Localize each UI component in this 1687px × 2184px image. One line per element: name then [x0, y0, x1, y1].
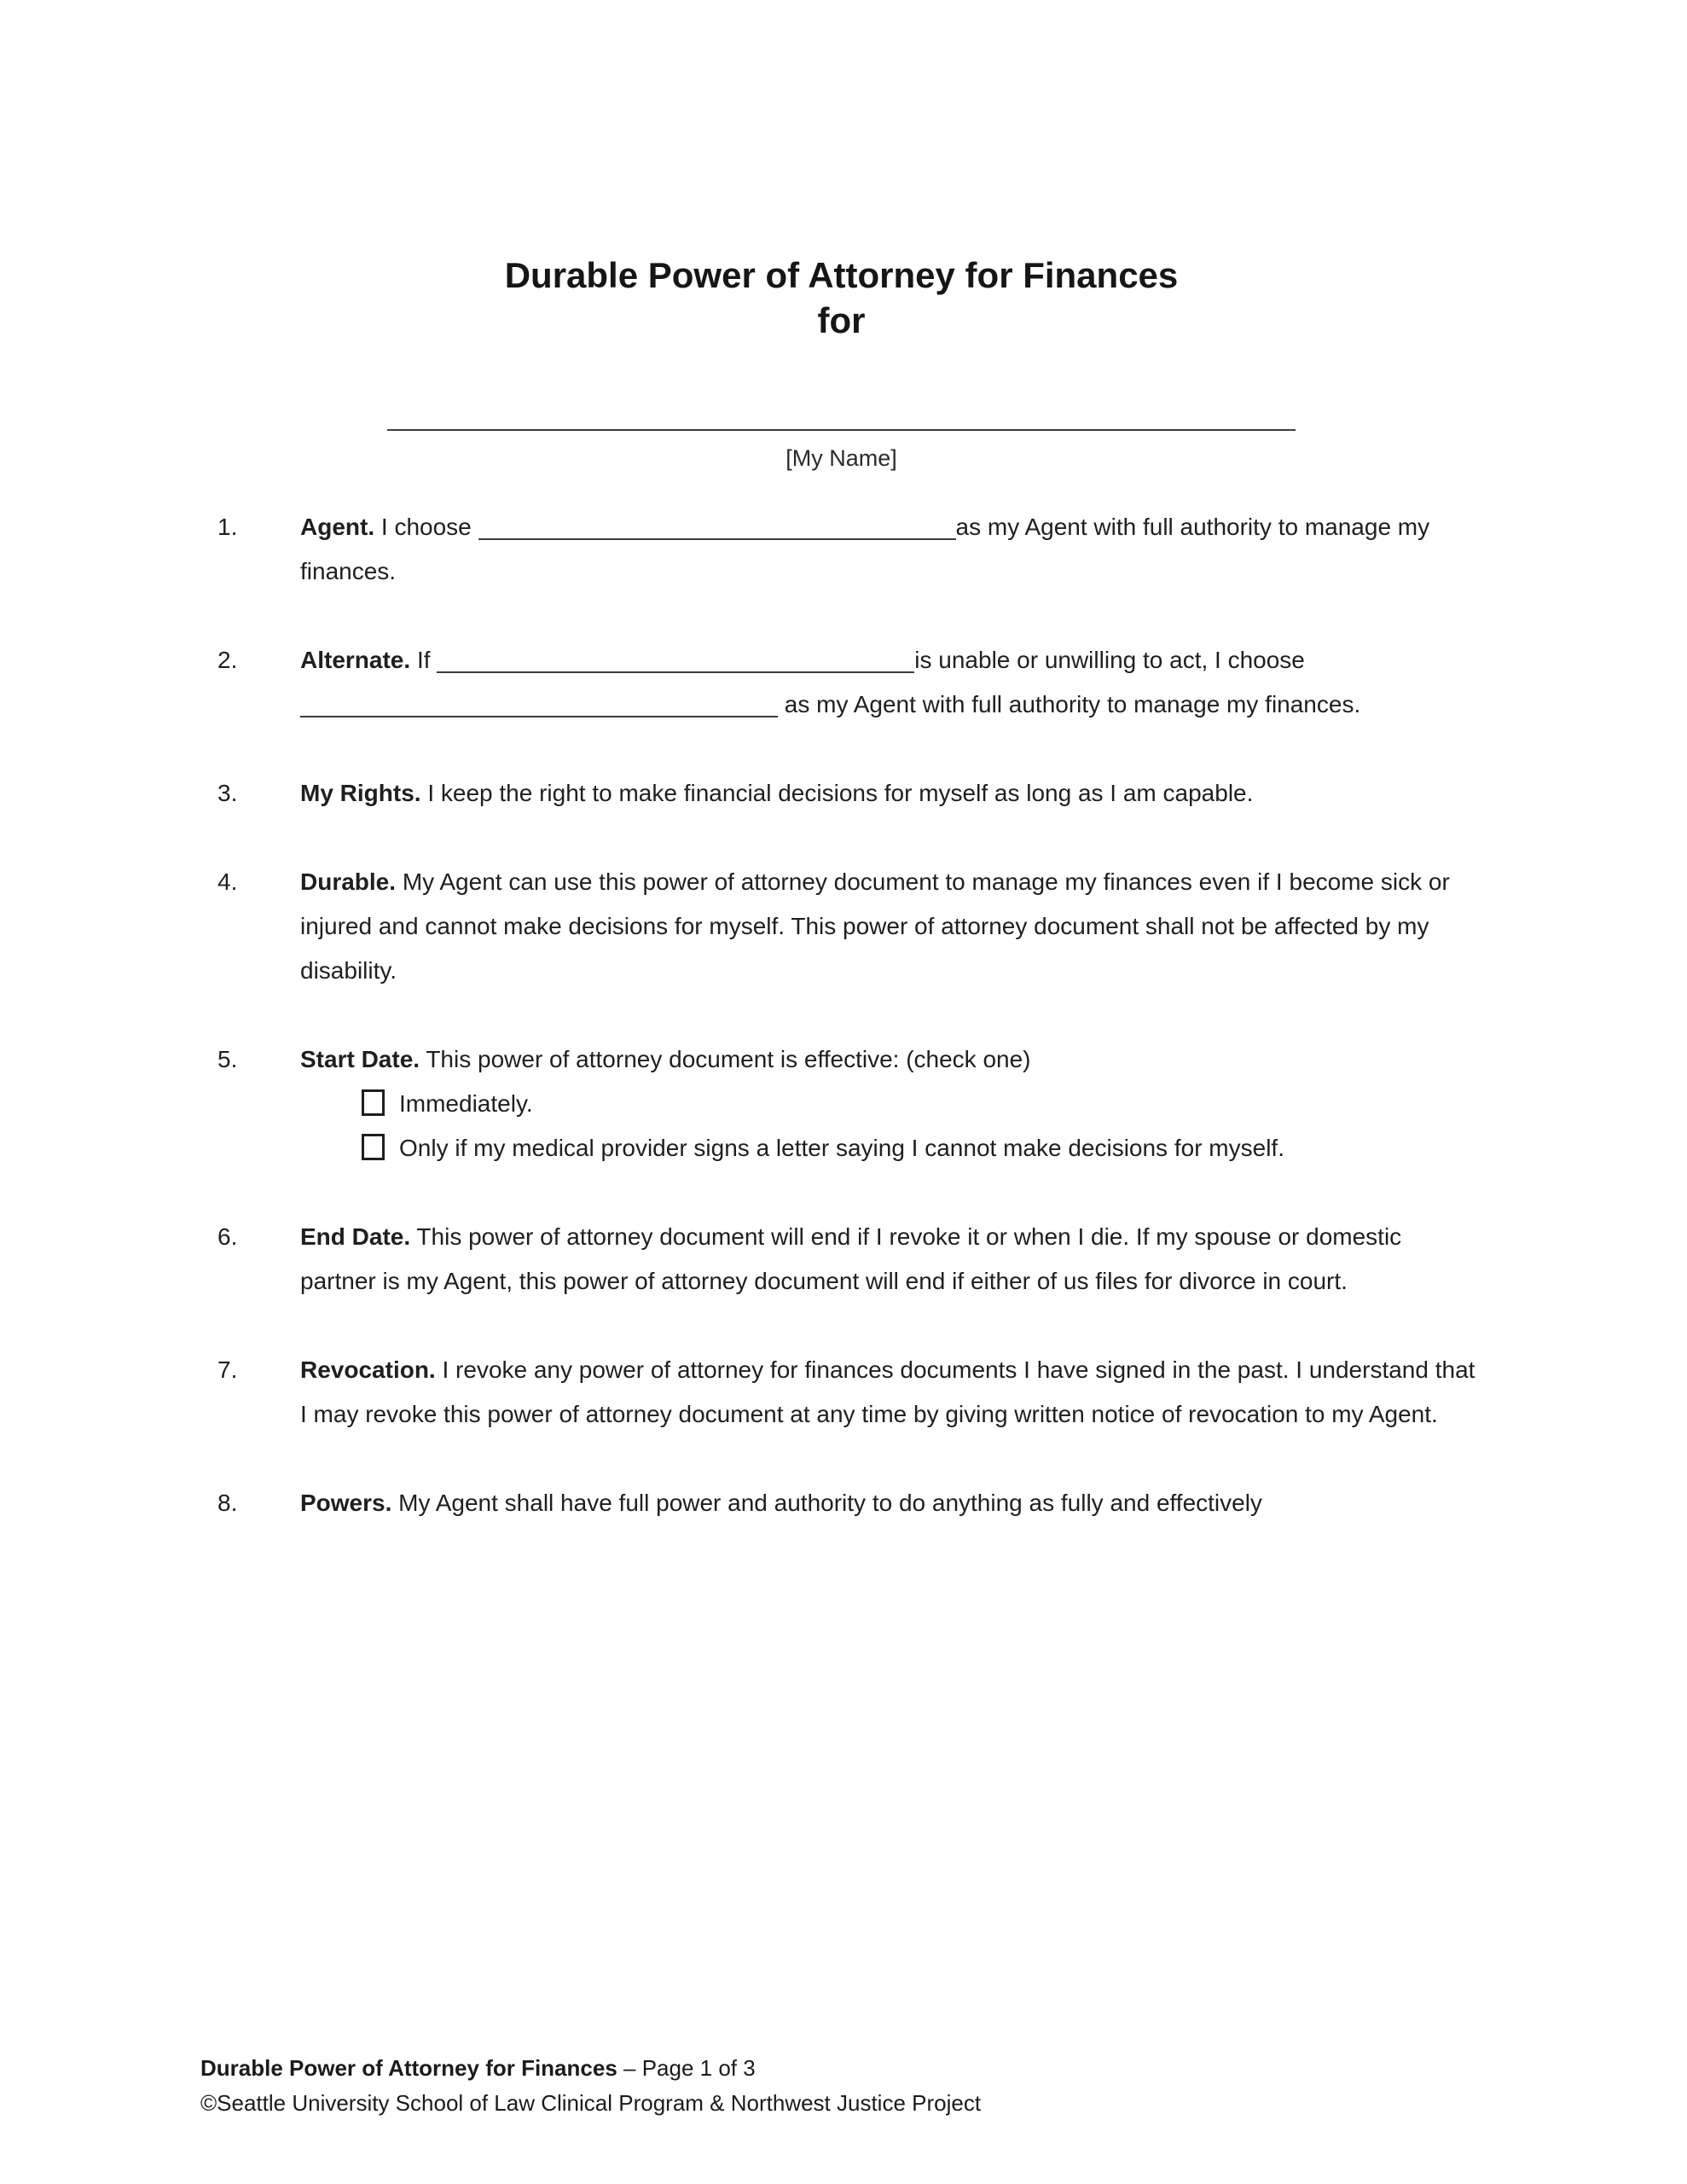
footer-copyright: ©Seattle University School of Law Clinical Program & Northwest Justice Project — [200, 2090, 982, 2116]
item-label: End Date. — [300, 1223, 411, 1250]
footer-line-1 — [200, 2051, 1516, 2086]
item-body — [300, 638, 1482, 727]
item-alternate — [200, 638, 1482, 727]
my-name-label: [My Name] — [786, 445, 897, 471]
item-revocation — [200, 1348, 1482, 1437]
item-text: This power of attorney document will end if I revoke it or when I die. If my spouse or domestic partner is my Agent, this power of attorney document will end if either of us files for divorce in court. — [300, 1223, 1402, 1294]
option-immediately — [362, 1082, 1482, 1126]
item-label: Agent. — [300, 514, 375, 540]
footer-doc-title: Durable Power of Attorney for Finances — [200, 2055, 617, 2081]
item-text: I revoke any power of attorney for finances documents I have signed in the past. I understand that I may revoke this power of attorney document at any time by giving written notice of revocation to my Agent. — [300, 1356, 1475, 1427]
item-number: 6. — [217, 1223, 238, 1250]
alternate-condition-name-blank[interactable] — [437, 663, 914, 673]
item-body — [300, 1037, 1482, 1170]
items-list — [200, 505, 1482, 1525]
agent-name-blank[interactable] — [478, 530, 956, 540]
item-body — [300, 771, 1482, 816]
item-label: Alternate. — [300, 647, 411, 673]
item-end-date — [200, 1215, 1482, 1304]
item-text: as my Agent with full authority to manage my finances. — [784, 691, 1361, 717]
item-powers — [200, 1481, 1482, 1525]
item-body — [300, 1481, 1482, 1525]
option-label: Only if my medical provider signs a letter saying I cannot make decisions for myself. — [399, 1135, 1284, 1161]
item-durable — [200, 860, 1482, 993]
item-body — [300, 505, 1482, 594]
my-name-blank[interactable] — [387, 421, 1296, 431]
title-line-2: for — [817, 300, 866, 340]
item-text: as my Agent with full authority to manage my finances. — [300, 514, 1430, 584]
title-line-1: Durable Power of Attorney for Finances — [504, 255, 1179, 295]
item-label: Powers. — [300, 1490, 392, 1516]
item-text: My Agent shall have full power and authority to do anything as fully and effectively — [398, 1490, 1262, 1516]
item-number: 2. — [217, 647, 238, 673]
item-body — [300, 1348, 1482, 1437]
immediately-checkbox[interactable] — [362, 1089, 385, 1116]
item-label: My Rights. — [300, 780, 421, 806]
name-line — [200, 396, 1482, 440]
item-label: Start Date. — [300, 1046, 420, 1072]
item-agent — [200, 505, 1482, 594]
item-number: 1. — [217, 514, 238, 540]
item-body — [300, 860, 1482, 993]
item-text: I keep the right to make financial decisions for myself as long as I am capable. — [427, 780, 1254, 806]
option-medical-provider — [362, 1126, 1482, 1170]
item-text: If — [416, 647, 431, 673]
page-footer — [200, 2051, 1516, 2121]
document-title — [200, 253, 1482, 343]
alternate-agent-name-blank[interactable] — [300, 707, 778, 717]
item-text: This power of attorney document is effective: (check one) — [426, 1046, 1031, 1072]
medical-provider-checkbox[interactable] — [362, 1134, 385, 1160]
item-number: 7. — [217, 1356, 238, 1383]
item-number: 5. — [217, 1046, 238, 1072]
item-text: is unable or unwilling to act, I choose — [914, 647, 1305, 673]
name-section — [200, 396, 1482, 476]
item-number: 8. — [217, 1490, 238, 1516]
item-start-date — [200, 1037, 1482, 1170]
item-text: I choose — [380, 514, 472, 540]
option-label: Immediately. — [399, 1090, 533, 1117]
item-label: Durable. — [300, 868, 397, 895]
item-my-rights — [200, 771, 1482, 816]
item-number: 3. — [217, 780, 238, 806]
item-label: Revocation. — [300, 1356, 436, 1383]
item-body — [300, 1215, 1482, 1304]
footer-page-info: – Page 1 of 3 — [617, 2055, 756, 2081]
start-date-options — [300, 1082, 1482, 1170]
item-text: My Agent can use this power of attorney document to manage my finances even if I become sick or injured and cannot make decisions for myself. This power of attorney document shall not be affected by my disability. — [300, 868, 1450, 984]
item-number: 4. — [217, 868, 238, 895]
